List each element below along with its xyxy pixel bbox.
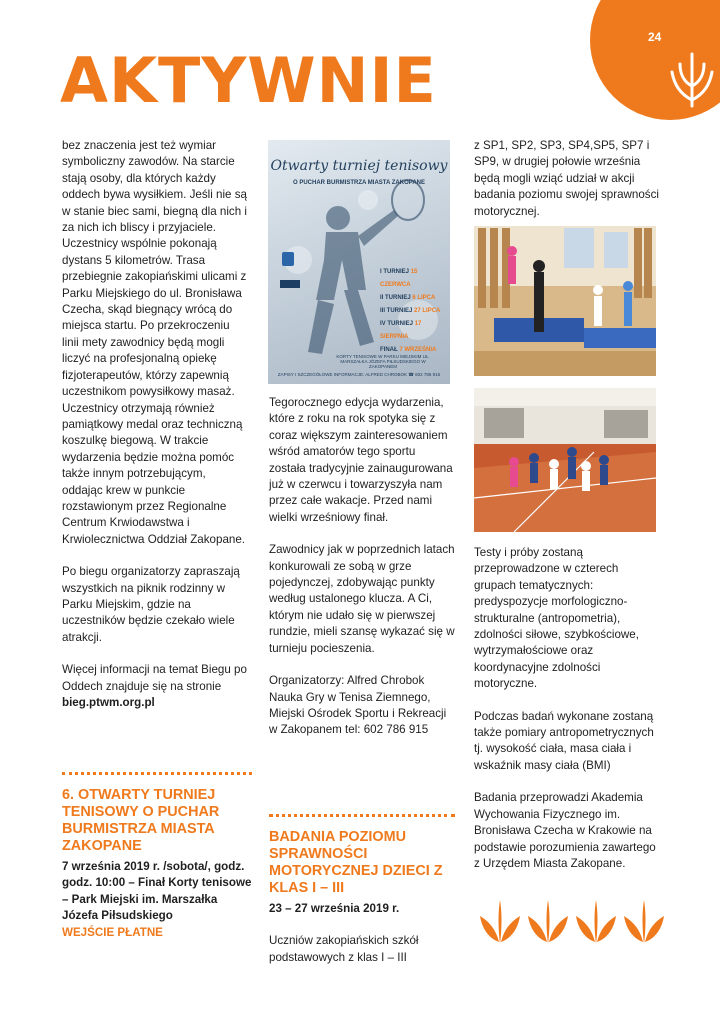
poster-location: KORTY TENISOWE W PARKU MIEJSKIM UL. MARSZAŁKA JÓZEFA PIŁSUDSKIEGO W ZAKOPANEM bbox=[336, 354, 430, 369]
paragraph: Po biegu organizatorzy zapraszają wszystkich na piknik rodzinny w Parku Miejskim, gdzie na uczestników będzie czekało wiele atrakcji. bbox=[62, 565, 240, 644]
paragraph: bez znaczenia jest też wymiar symboliczny zawodów. Na starcie stają osoby, dla których każdy oddech bywa wysiłkiem. Jeśli nie są w stanie biec sami, biegną dla nich i za nich ich bliscy i przyjaciele. Uczestnicy wspólnie pokonają dystans 5 kilometrów. Trasa przebiegnie zakopiańskimi ulicami z Parku Miejskiego do ul. Bronisława Czecha, skąd biegnący wrócą do miejsca startu. Po przekroczeniu linii mety zawodnicy będą mogli liczyć na profesjonalną opiekę fizjoterapeutów, którzy zapewnią uczestnikom powysiłkowy masaż. Uczestnicy otrzymają również pamiątkowy medal oraz techniczną koszulkę biegową. W trakcie wydarzenia będzie można pomóc także innym potrzebującym, oddając krew w punkcie rozstawionym przez Regionalne Centrum Krwiodawstwa i Krwiolecznictwa Oddział Zakopane. bbox=[62, 139, 247, 546]
poster-date-row: IV TURNIEJ 17 SIERPNIA bbox=[380, 321, 422, 340]
dotted-divider bbox=[62, 772, 252, 775]
poster-date-row: I TURNIEJ 15 CZERWCA bbox=[380, 269, 418, 288]
wheat-leaf-icon bbox=[476, 898, 676, 946]
wheat-leaf-icon bbox=[668, 50, 716, 108]
column-right-top bbox=[474, 138, 660, 236]
gym-photo-1 bbox=[474, 226, 656, 376]
poster-title: Otwarty turniej tenisowy bbox=[270, 158, 448, 174]
section-tennis bbox=[62, 772, 252, 941]
section-body bbox=[269, 901, 455, 966]
paragraph: Badania przeprowadzi Akademia Wychowania Fizycznego im. Bronisława Czecha w Krakowie na podstawie porozumienia zawartego z Urzędem Miasta Zakopane. bbox=[474, 791, 656, 870]
section-title: BADANIA POZIOMU SPRAWNOŚCI MOTORYCZNEJ DZIECI Z KLAS I – III bbox=[269, 829, 443, 896]
event-details: 7 września 2019 r. /sobota/, godz. godz. 10:00 – Finał Korty tenisowe – Park Miejski im. Marszałka Józefa Piłsudskiego bbox=[62, 860, 252, 923]
poster-date-row: FINAŁ 7 WRZEŚNIA bbox=[380, 347, 437, 353]
paragraph bbox=[62, 662, 248, 711]
paragraph: Podczas badań wykonane zostaną także pomiary antropometrycznych tj. wysokość ciała, masa ciała i wskaźnik masy ciała (BMI) bbox=[474, 709, 654, 772]
paragraph: Zawodnicy jak w poprzednich latach konkurowali ze sobą w grze pojedynczej, zdobywając punkty według ustalonego klucza. A Ci, którym nie udało się w pierwszej rundzie, mieli szansę wykazać się w turnieju pocieszenia. bbox=[269, 543, 455, 655]
paragraph: Tegorocznego edycja wydarzenia, które z roku na rok spotyka się z coraz większym zainteresowaniem wśród amatorów tego sportu została tradycyjnie zainaugurowana już w czerwcu i towarzyszyła nam przez całe wakacje. Przed nami wielki wrześniowy finał. bbox=[269, 396, 453, 524]
paragraph: Organizatorzy: Alfred Chrobok Nauka Gry w Tenisa Ziemnego, Miejski Ośrodek Sportu i Rekreacji w Zakopanem tel: 602 786 915 bbox=[269, 674, 447, 737]
paragraph: Testy i próby zostaną przeprowadzone w czterech grupach tematycznych: predyspozycje morfologiczno-strukturalne (antropometria), zdolności siłowe, szybkościowe, wytrzymałościowe oraz koordynacyjne zdolności motoryczne. bbox=[474, 546, 639, 691]
entry-info: WEJŚCIE PŁATNE bbox=[62, 925, 163, 939]
website-link[interactable]: bieg.ptwm.org.pl bbox=[62, 696, 155, 709]
page-number: 24 bbox=[648, 30, 662, 44]
paragraph: Uczniów zakopiańskich szkół podstawowych z klas I – III bbox=[269, 934, 419, 964]
poster-subtitle: O PUCHAR BURMISTRZA MIASTA ZAKOPANE bbox=[293, 180, 425, 186]
paragraph-text: Więcej informacji na temat Biegu po Oddech znajduje się na stronie bbox=[62, 663, 247, 693]
column-left bbox=[62, 138, 248, 727]
poster-contact: ZAPISY I SZCZEGÓŁOWE INFORMACJE: ALFRED CHROBOK ☎ 602 786 915 bbox=[277, 372, 441, 377]
column-middle bbox=[269, 395, 455, 755]
tennis-poster bbox=[268, 140, 450, 384]
poster-date-row: II TURNIEJ 6 LIPCA bbox=[380, 295, 436, 301]
paragraph: z SP1, SP2, SP3, SP4,SP5, SP7 i SP9, w drugiej połowie września będą mogli wziąć udział w akcji badania poziomu swojej sprawności motorycznej. bbox=[474, 139, 659, 218]
poster-date-row: III TURNIEJ 27 LIPCA bbox=[380, 308, 441, 314]
page-title: AKTYWNIE bbox=[60, 44, 437, 117]
sports-hall-image bbox=[474, 388, 656, 532]
dotted-divider bbox=[269, 814, 455, 817]
gym-scene-image bbox=[474, 226, 656, 376]
gym-photo-2 bbox=[474, 388, 656, 532]
section-title: 6. OTWARTY TURNIEJ TENISOWY O PUCHAR BURMISTRZA MIASTA ZAKOPANE bbox=[62, 787, 220, 854]
column-right-bottom bbox=[474, 545, 660, 888]
section-fitness-tests bbox=[269, 814, 455, 982]
section-body bbox=[62, 859, 252, 941]
poster-dates bbox=[380, 266, 446, 357]
event-date: 23 – 27 września 2019 r. bbox=[269, 902, 400, 915]
